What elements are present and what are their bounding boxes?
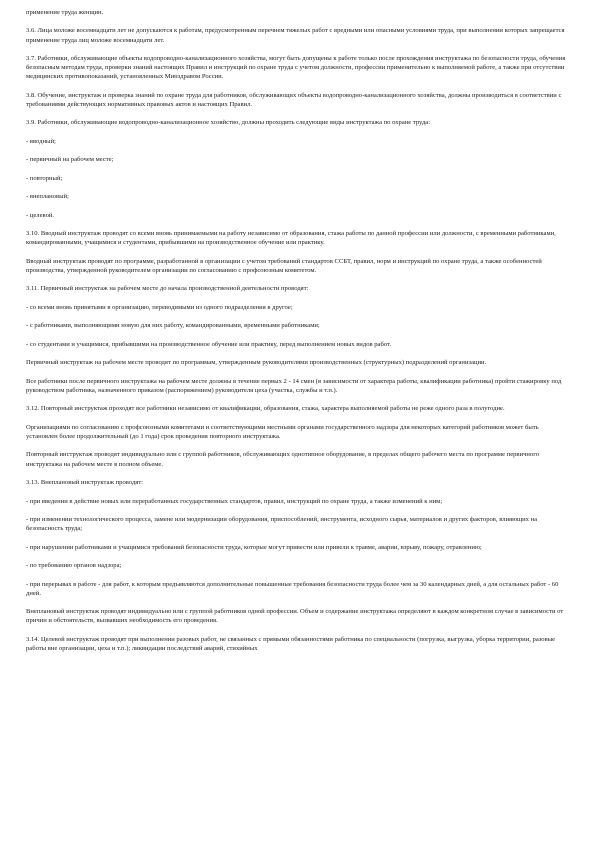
paragraph-3-10: 3.10. Вводный инструктаж проводят со всеми вновь принимаемыми на работу независимо от образования, стажа работы по данной профессии или должности, с временными работниками, командированными, учащимися и студентами, прибывшими на производственное обучение или практику. (26, 230, 556, 247)
list-item-primary: - первичный на рабочем месте; (26, 156, 114, 164)
paragraph-3-14: 3.14. Целевой инструктаж проводят при выполнении разовых работ, не связанных с прямыми обязанностями работника по специальности (погрузка, выгрузка, уборка территории, разовые работы вне организации, цеха и т.п.); ликвидации последствий аварий, стихийных (26, 635, 556, 652)
list-item-introductory: - вводный; (26, 137, 56, 145)
paragraph-3-13: 3.13. Внеплановый инструктаж проводят: (26, 479, 144, 487)
paragraph-repeated-period: Организациями по согласованию с профсоюзными комитетами и соответствующими местными органами государственного надзора для некоторых категорий работников может быть установлен более продолжительный (до 1 года) срок проведения повторного инструктажа. (26, 423, 539, 440)
paragraph-3-7: 3.7. Работники, обслуживающие объекты водопроводно-канализационного хозяйства, могут быть допущены к работе только после прохождения инструктажа по безопасности труда, обучения безопасным методам труда, проверки знаний настоящих Правил и инструкций по охране труда с учетом должности, профессии применительно к выполняемой работе, а также при отсутствии медицинских противопоказаний, установленных Минздравом России. (26, 55, 566, 81)
list-item-new-standards: - при введении в действие новых или переработанных государственных стандартов, правил, инструкций по охране труда, а также изменений к ним; (26, 497, 443, 505)
list-item-supervision: - по требованию органов надзора; (26, 562, 122, 570)
list-item-students: - со студентами и учащимися, прибывшими на производственное обучение или практику, перед выполнением новых видов работ. (26, 340, 392, 348)
paragraph-unscheduled-scope: Внеплановый инструктаж проводят индивидуально или с группой работников одной профессии. Объем и содержание инструктажа определяют в каждом конкретном случае в зависимости от причин и обстоятельств, вызвавших необходимость его проведения. (26, 608, 564, 625)
paragraph-3-8: 3.8. Обучение, инструктаж и проверка знаний по охране труда для работников, обслуживающих объекты водопроводно-канализационного хозяйства, должны производиться в соответствии с требованиями действующих нормативных правовых актов и настоящих Правил. (26, 91, 562, 108)
paragraph-continuation: применение труда женщин. (26, 9, 104, 16)
list-item-new-employees: - со всеми вновь принятыми в организацию, переводимыми из одного подразделения в другое; (26, 303, 293, 311)
paragraph-internship: Все работники после первичного инструктажа на рабочем месте должны в течение первых 2 - 14 смен (в зависимости от характера работы, квалификации работника) пройти стажировку под руководством работника, назначенного приказом (распоряжением) руководителя цеха (участка, службы и т.п.). (26, 377, 562, 394)
paragraph-primary-program: Первичный инструктаж на рабочем месте проводят по программам, утвержденным руководителями производственных (структурных) подразделений организации. (26, 359, 487, 367)
paragraph-3-6: 3.6. Лица моложе восемнадцати лет не допускаются к работам, предусмотренным перечнем тяжелых работ с вредными или опасными условиями труда, при выполнении которых запрещается применение труда лиц моложе восемнадцати лет. (26, 27, 565, 44)
list-item-new-work: - с работниками, выполняющими новую для них работу, командированными, временными работниками; (26, 322, 320, 330)
list-item-targeted: - целевой. (26, 211, 55, 219)
list-item-process-change: - при изменении технологического процесса, замене или модернизации оборудования, приспособлений, инструмента, исходного сырья, материалов и других факторов, влияющих на безопасность труда; (26, 515, 538, 533)
paragraph-3-11: 3.11. Первичный инструктаж на рабочем месте до начала производственной деятельности проводят: (26, 285, 309, 293)
list-item-breaks: - при перерывах в работе - для работ, к которым предъявляются дополнительные повышенные требования безопасности труда более чем за 30 календарных дней, а для остальных работ - 60 дней. (26, 580, 559, 597)
paragraph-repeated-group: Повторный инструктаж проводят индивидуально или с группой работников, обслуживающих однотипное оборудование, в пределах общего рабочего места по программе первичного инструктажа на рабочем месте в полном объеме. (26, 451, 540, 468)
paragraph-introductory-program: Вводный инструктаж проводят по программе, разработанной в организации с учетом требований стандартов ССБТ, правил, норм и инструкций по охране труда, а также особенностей производства, утвержденной руководителем организации по согласованию с профсоюзным комитетом. (26, 257, 542, 274)
list-item-violations: - при нарушении работниками и учащимися требований безопасности труда, которые могут привести или привели к травме, аварии, взрыву, пожару, отравлению; (26, 543, 482, 551)
paragraph-3-9: 3.9. Работники, обслуживающие водопроводно-канализационное хозяйство, должны проходить следующие виды инструктажа по охране труда: (26, 119, 431, 127)
paragraph-3-12: 3.12. Повторный инструктаж проходят все работники независимо от квалификации, образования, стажа, характера выполняемой работы не реже одного раза в полугодие. (26, 405, 505, 413)
list-item-repeated: - повторный; (26, 174, 63, 182)
document-page (26, 8, 571, 836)
list-item-unscheduled: - внеплановый; (26, 193, 69, 201)
